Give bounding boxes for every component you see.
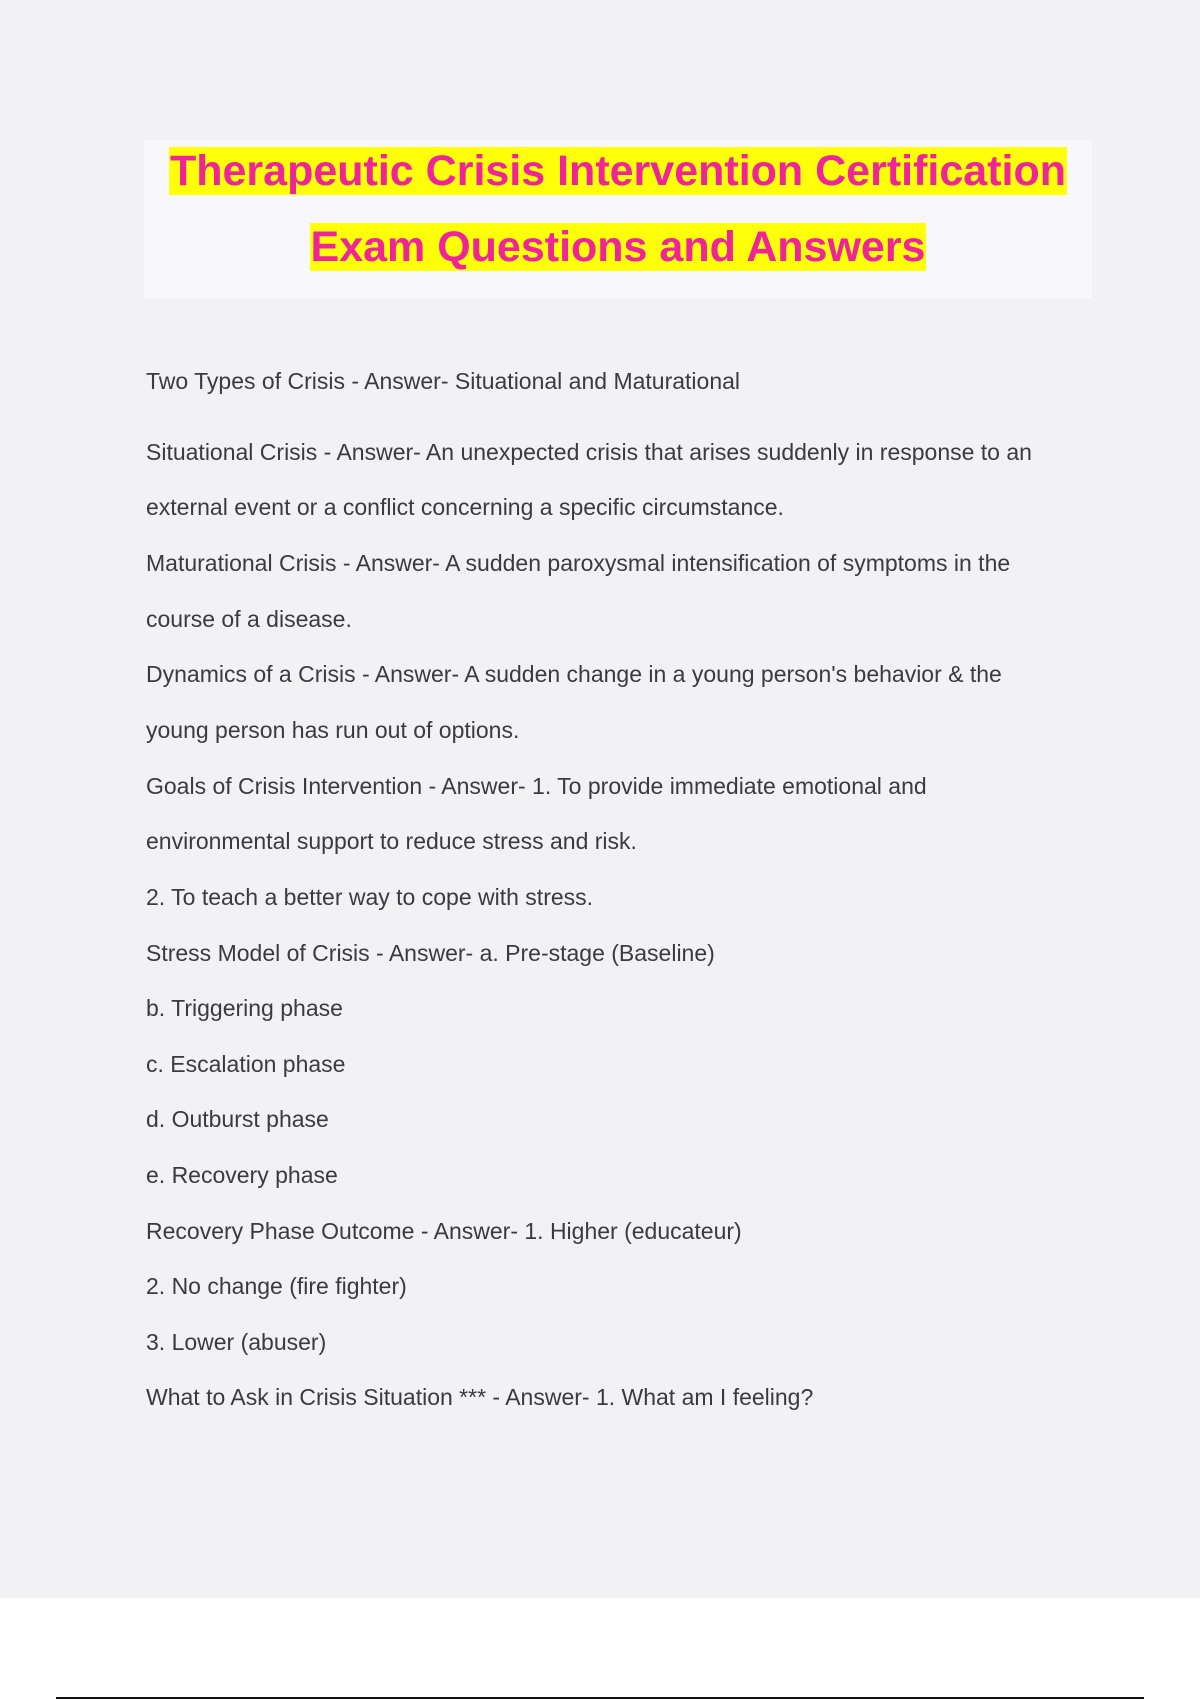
text-line: young person has run out of options. [146, 717, 520, 743]
title-block [144, 140, 1092, 298]
text-line: 2. No change (fire fighter) [146, 1273, 407, 1299]
text-line: What to Ask in Crisis Situation *** - Answer- 1. What am I feeling? [146, 1384, 814, 1410]
text-line: external event or a conflict concerning a specific circumstance. [146, 494, 784, 520]
title-highlight-2: Exam Questions and Answers [310, 223, 926, 271]
text-line: Recovery Phase Outcome - Answer- 1. Higher (educateur) [146, 1218, 742, 1244]
text-line: d. Outburst phase [146, 1106, 329, 1132]
document-title-line-1 [144, 146, 1092, 196]
text-line: e. Recovery phase [146, 1162, 338, 1188]
text-line: 2. To teach a better way to cope with stress. [146, 884, 594, 910]
document-title-line-2 [144, 222, 1092, 272]
text-line: Stress Model of Crisis - Answer- a. Pre-stage (Baseline) [146, 940, 715, 966]
text-line: Two Types of Crisis - Answer- Situational and Maturational [146, 368, 741, 394]
page-divider [56, 1697, 1144, 1699]
text-line: Dynamics of a Crisis - Answer- A sudden change in a young person's behavior & the [146, 661, 1002, 687]
text-line: course of a disease. [146, 606, 352, 632]
text-line: b. Triggering phase [146, 995, 343, 1021]
text-line: c. Escalation phase [146, 1051, 346, 1077]
title-highlight-1: Therapeutic Crisis Intervention Certification [169, 147, 1066, 195]
text-line: environmental support to reduce stress and risk. [146, 828, 637, 854]
text-line: Situational Crisis - Answer- An unexpected crisis that arises suddenly in response to an [146, 439, 1032, 465]
text-line: 3. Lower (abuser) [146, 1329, 327, 1355]
text-line: Maturational Crisis - Answer- A sudden paroxysmal intensification of symptoms in the [146, 550, 1011, 576]
text-line: Goals of Crisis Intervention - Answer- 1. To provide immediate emotional and [146, 773, 927, 799]
